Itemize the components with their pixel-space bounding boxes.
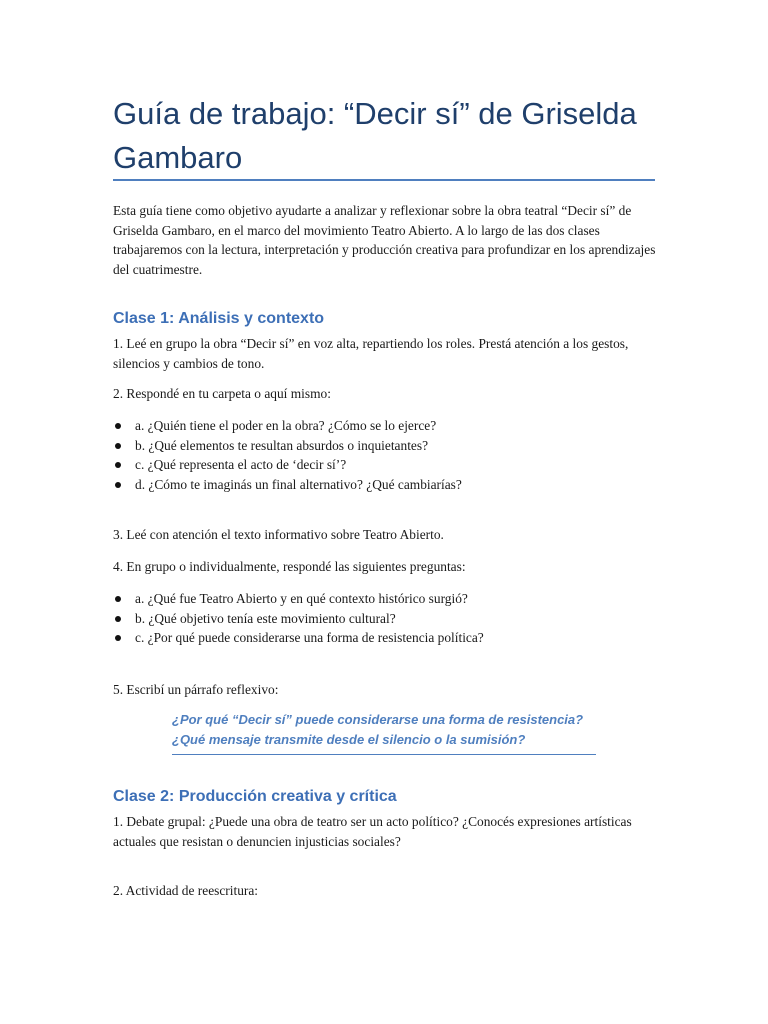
clase1-item-5: 5. Escribí un párrafo reflexivo:	[113, 682, 279, 697]
clase2-item-2: 2. Actividad de reescritura:	[113, 883, 259, 898]
bullet-icon	[115, 616, 121, 622]
quote-line-2: ¿Qué mensaje transmite desde el silencio o la sumisión?	[172, 732, 526, 747]
list-item: b. ¿Qué objetivo tenía este movimiento cultural?	[113, 609, 658, 629]
bullet-icon	[115, 482, 121, 488]
clase2-heading: Clase 2: Producción creativa y crítica	[113, 788, 397, 805]
list-item: c. ¿Qué representa el acto de ‘decir sí’?	[113, 455, 658, 475]
clase1-questions-list-4	[113, 589, 658, 648]
clase1-item-1: 1. Leé en grupo la obra “Decir sí” en voz alta, repartiendo los roles. Prestá atención a los gestos, silencios y cambios de tono.	[113, 336, 629, 371]
bullet-icon	[115, 423, 121, 429]
bullet-icon	[115, 443, 121, 449]
list-item: a. ¿Qué fue Teatro Abierto y en qué contexto histórico surgió?	[113, 589, 658, 609]
bullet-icon	[115, 462, 121, 468]
document-title: Guía de trabajo: “Decir sí” de Griselda Gambaro	[113, 96, 637, 175]
quote-line-1: ¿Por qué “Decir sí” puede considerarse una forma de resistencia?	[172, 712, 584, 727]
reflection-prompt-quote	[172, 710, 596, 755]
title-underline	[113, 179, 655, 181]
clase1-questions-list-2	[113, 416, 658, 494]
bullet-icon	[115, 596, 121, 602]
intro-paragraph: Esta guía tiene como objetivo ayudarte a analizar y reflexionar sobre la obra teatral “Decir sí” de Griselda Gambaro, en el marco del movimiento Teatro Abierto. A lo largo de las dos clases trabajaremos con la lectura, interpretación y producción creativa para profundizar en los aprendizajes del cuatrimestre.	[113, 203, 656, 277]
bullet-icon	[115, 635, 121, 641]
clase1-item-2: 2. Respondé en tu carpeta o aquí mismo:	[113, 386, 331, 401]
list-item: b. ¿Qué elementos te resultan absurdos o inquietantes?	[113, 436, 658, 456]
clase1-item-4: 4. En grupo o individualmente, respondé las siguientes preguntas:	[113, 559, 466, 574]
clase1-item-3: 3. Leé con atención el texto informativo sobre Teatro Abierto.	[113, 527, 444, 542]
clase2-item-1: 1. Debate grupal: ¿Puede una obra de teatro ser un acto político? ¿Conocés expresiones artísticas actuales que resistan o denuncien injusticias sociales?	[113, 814, 632, 849]
list-item: d. ¿Cómo te imaginás un final alternativo? ¿Qué cambiarías?	[113, 475, 658, 495]
list-item: a. ¿Quién tiene el poder en la obra? ¿Cómo se lo ejerce?	[113, 416, 658, 436]
clase1-heading: Clase 1: Análisis y contexto	[113, 310, 325, 327]
list-item: c. ¿Por qué puede considerarse una forma de resistencia política?	[113, 628, 658, 648]
